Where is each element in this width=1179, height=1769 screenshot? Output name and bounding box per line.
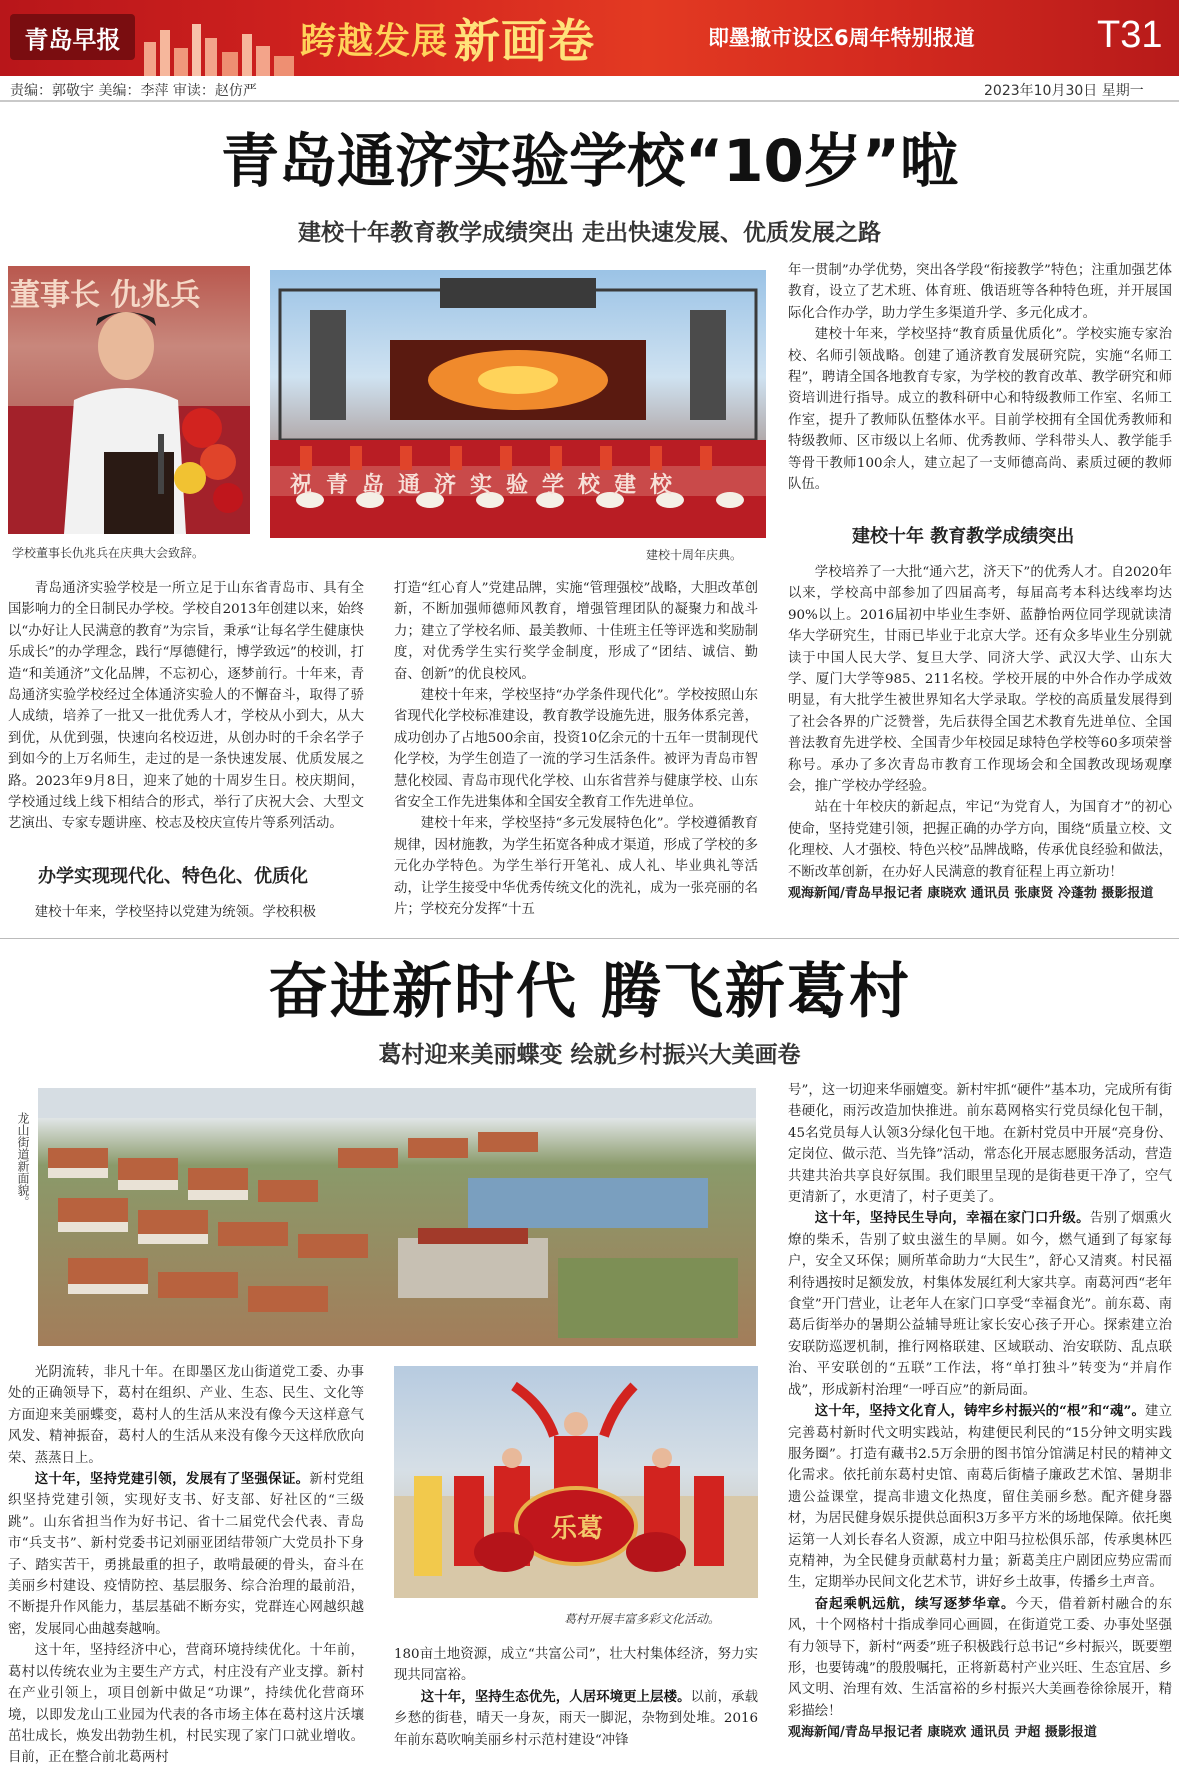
banner-title-a: 跨越发展 xyxy=(300,20,449,62)
article1-paragraph: 建校十年来，学校坚持以党建为统领。学校积极 xyxy=(34,905,316,920)
article2-column3 xyxy=(788,1080,1172,1754)
banner-title xyxy=(300,12,596,68)
drum-text: 乐葛 xyxy=(550,1514,603,1544)
page-number: T31 xyxy=(1097,14,1163,56)
article2-column2 xyxy=(394,1644,758,1754)
article1-paragraph: 年一贯制”办学优势，突出各学段“衔接教学”特色；注重加强艺体教育，设立了艺术班、体育班、俄语班等各种特色班，并开展国际化合作办学，助力学生多渠道升学、多元化成才。 xyxy=(788,263,1172,321)
anniversary-stage-photo xyxy=(270,270,766,538)
banner-title-b: 新画卷 xyxy=(454,14,596,68)
article2-paragraph: 180亩土地资源，成立“共富公司”，壮大村集体经济，努力实现共同富裕。 xyxy=(394,1647,758,1684)
issue-date: 2023年10月30日 星期一 xyxy=(984,83,1144,99)
banner-subtitle: 即墨撤市设区6周年特别报道 xyxy=(708,26,975,50)
article2-paragraph: 以前，承载乡愁的街巷，晴天一身灰，雨天一脚泥，杂物到处堆。2016年前东葛吹响美丽乡村示范村建设“冲锋 xyxy=(394,1689,758,1748)
newspaper-logo: 青岛早报 xyxy=(10,14,135,60)
editor-credits: 责编：郭敬宇 美编：李萍 审读：赵仿严 xyxy=(10,83,257,99)
article-divider xyxy=(0,938,1179,939)
article2-lead: 这十年，坚持党建引领，发展有了坚强保证。 xyxy=(34,1471,310,1488)
article2-paragraph: 新村党组织坚持党建引领，实现好支书、好支部、好社区的“三级跳”。山东省担当作为好书记、省十二届党代会代表、青岛市“兵支书”、新村党委书记刘丽亚团结带领广大党员扑下身子、踏实苦干，勇挑最重的担子，敢啃最硬的骨头，奋斗在美丽乡村建设、疫情防控、基层服务、综合治理的最前沿，不断提升作风能力，基层基础不断夯实，党群连心网越织越密，发展同心曲越奏越响。 xyxy=(8,1472,365,1637)
village-aerial-photo xyxy=(38,1088,756,1346)
article1-paragraph: 打造“红心育人”党建品牌，实施“管理强校”战略，大胆改革创新，不断加强师德师风教育，增强管理团队的凝聚力和战斗力；建立了学校名师、最美教师、十佳班主任等评选和奖励制度，对优秀学生实行奖学金制度，形成了“团结、诚信、勤奋、创新”的优良校风。 xyxy=(394,581,758,682)
article2-subhead: 葛村迎来美丽蝶变 绘就乡村振兴大美画卷 xyxy=(378,1042,801,1068)
article2-paragraph: 这十年，坚持经济中心，营商环境持续优化。十年前，葛村以传统农业为主要生产方式，村庄没有产业支撑。新村在产业引领上，项目创新中做足“功课”，持续优化营商环境，以即发龙山工业园为代表的各市场主体在葛村这片沃壤茁壮成长，焕发出勃勃生机，村民实现了家门口就业增收。目前，正在整合前北葛两村 xyxy=(8,1643,364,1766)
article2-paragraph: 告别了烟熏火燎的柴禾，告别了蚊虫滋生的旱厕。如今，燃气通到了每家每户，安全又环保；厕所革命助力“大民生”，舒心又清爽。村民福利待遇按时足额发放，村集体发展红利大家共享。南葛河西“老年食堂”开门营业，让老年人在家门口享受“幸福食光”。前东葛、南葛后街举办的暑期公益辅导班让家长安心孩子开心。探索建立治安联防巡逻机制，推行网格联建、区域联动、治安联防、乱点联治、平安联创的“五联”工作法，将“单打独斗”转变为“并肩作战”，形成新村治理“一呼百应”的新局面。 xyxy=(788,1211,1173,1398)
article2-lead: 这十年，坚持生态优先，人居环境更上层楼。 xyxy=(420,1688,691,1705)
article1-paragraph: 建校十年来，学校坚持“办学条件现代化”。学校按照山东省现代化学校标准建设，教育教学设施先进，服务体系完善，成功创办了占地500余亩，投资10亿余元的十五年一贯制现代化学校，为学生创造了一流的学习生活条件。被评为青岛市智慧化校园、青岛市现代化学校、山东省营养与健康学校、山东省安全工作先进集体和全国安全教育工作先进单位。 xyxy=(394,688,758,811)
article1-byline: 观海新闻/青岛早报记者 康晓欢 通讯员 张康贤 冷蓬勃 摄影报道 xyxy=(788,886,1154,902)
article2-paragraph: 光阴流转，非凡十年。在即墨区龙山街道党工委、办事处的正确领导下，葛村在组织、产业、生态、民生、文化等方面迎来美丽蝶变，葛村人的生活从来没有像今天这样意气风发、精神振奋，葛村人的生活从来没有像今天这样欣欣向荣、蒸蒸日上。 xyxy=(8,1365,364,1466)
article2-lead: 奋起乘帆远航，续写逐梦华章。 xyxy=(814,1595,1016,1612)
article1-column1-top xyxy=(8,578,364,836)
chairman-photo-caption: 学校董事长仇兆兵在庆典大会致辞。 xyxy=(12,546,205,560)
article2-column1 xyxy=(8,1362,365,1766)
drum-performance-photo xyxy=(394,1366,758,1598)
article2-paragraph: 今天，借着新村融合的东风，十个网格村十指成拳同心画圆，在街道党工委、办事处坚强有力领导下，新村“两委”班子积极践行总书记“乡村振兴，既要塑形，也要铸魂”的殷殷嘱托，正将新葛村产业兴旺、生态宜居、乡风文明、治理有效、生活富裕的乡村振兴大美画卷徐徐展开，精彩描绘！ xyxy=(788,1596,1173,1719)
article2-paragraph: 号”，这一切迎来华丽嬗变。新村牢抓“硬件”基本功，完成所有街巷硬化，雨污改造加快推进。前东葛网格实行党员绿化包干制，45名党员每人认领3分绿化包干地。在新村党员中开展“亮身份、定岗位、做示范、当先锋”活动，常态化开展志愿服务活动，营造共建共治共享良好氛围。我们眼里呈现的是街巷更干净了，空气更清新了，水更清了，村子更美了。 xyxy=(788,1083,1172,1206)
skyline-illustration xyxy=(140,18,300,76)
article1-subhead: 建校十年教育教学成绩突出 走出快速发展、优质发展之路 xyxy=(297,220,881,246)
article1-headline: 青岛通济实验学校“10岁”啦 xyxy=(221,127,958,195)
article2-paragraph: 建立完善葛村新时代文明实践站，构建便民利民的“15分钟文明实践服务圈”。打造有藏书2.5万余册的图书馆分馆满足村民的精神文化需求。依托前东葛村史馆、南葛后街樯子廉政艺术馆、暑期非遗公益课堂，提高非遗文化热度，留住美丽乡愁。配齐健身器材，为居民健身娱乐提供总面积3万多平方米的场地保障。依托奥运第一人刘长春名人资源，成立中阳马拉松俱乐部，传承奥林匹克精神，为全民健身贡献葛村力量；新葛美庄户剧团应势应需而生，定期举办民间文化艺术节，讲好乡土故事，传播乡土声音。 xyxy=(788,1404,1172,1591)
article1-paragraph: 建校十年来，学校坚持“教育质量优质化”。学校实施专家治校、名师引领战略。创建了通济教育发展研究院，实施“名师工程”，聘请全国各地教育专家，为学校的教育改革、教学研究和师资培训进行指导。成立的教科研中心和特级教师工作室、名师工作室，提升了教师队伍整体水平。目前学校拥有全国优秀教师和特级教师、区市级以上名师、优秀教师、学科带头人、教学能手等骨干教师100余人，建立起了一支师德高尚、素质过硬的教师队伍。 xyxy=(788,327,1172,493)
stage-banner-text: 祝青岛通济实验学校建校 xyxy=(290,472,687,498)
article1-section-heading: 办学实现现代化、特色化、优质化 xyxy=(38,866,308,887)
article1-paragraph: 学校培养了一大批“通六艺，济天下”的优秀人才。自2020年以来，学校高中部参加了四届高考，每届高考本科达线率均达90%以上。2016届初中毕业生李妍、蓝静怡两位同学现就读清华大学研究生，甘雨已毕业于北京大学。还有众多毕业生分别就读于中国人民大学、复旦大学、同济大学、武汉大学、山东大学、厦门大学等985、211名校。学校开展的中外合作办学成效明显，有大批学生被世界知名大学录取。学校的高质量发展得到了社会各界的广泛赞誉，先后获得全国艺术教育先进单位、全国普法教育先进学校、全国青少年校园足球特色学校等60多项荣誉称号。承办了多次青岛市教育工作现场会和全国教改现场观摩会，推广学校办学经验。 xyxy=(788,565,1172,795)
article2-headline: 奋进新时代 腾飞新葛村 xyxy=(268,957,911,1027)
aerial-photo-caption: 龙山街道新面貌。 xyxy=(16,1112,30,1208)
article1-column3-bottom xyxy=(788,562,1172,930)
masthead-divider xyxy=(0,100,1179,102)
article1-paragraph: 建校十年来，学校坚持“多元发展特色化”。学校遵循教育规律，因材施教，为学生拓宽各种成才渠道，形成了学校的多元化办学特色。为学生举行开笔礼、成人礼、毕业典礼等活动，让学生接受中华优秀传统文化的洗礼，成为一张亮丽的名片；学校充分发挥“十五 xyxy=(394,816,758,918)
article2-lead: 这十年，坚持文化育人，铸牢乡村振兴的“根”和“魂”。 xyxy=(814,1403,1146,1420)
village-illustration xyxy=(38,1088,756,1346)
article2-lead: 这十年，坚持民生导向，幸福在家门口升级。 xyxy=(814,1210,1090,1227)
article1-column2 xyxy=(394,578,758,928)
article2-byline: 观海新闻/青岛早报记者 康晓欢 通讯员 尹超 摄影报道 xyxy=(788,1725,1097,1741)
article1-column1-bottom xyxy=(8,902,364,926)
article1-column3-top xyxy=(788,260,1172,504)
drum-photo-caption: 葛村开展丰富多彩文化活动。 xyxy=(564,1612,721,1626)
chairman-photo-overlay: 董事长 仇兆兵 xyxy=(10,278,201,313)
article1-paragraph: 站在十年校庆的新起点，牢记“为党育人，为国育才”的初心使命，坚持党建引领，把握正确的办学方向，围绕“质量立校、文化理校、人才强校、特色兴校”品牌战略，传承优良经验和做法，不断改革创新，在办好人民满意的教育征程上再立新功！ xyxy=(788,800,1172,880)
drum-illustration xyxy=(394,1366,758,1598)
stage-photo-caption: 建校十周年庆典。 xyxy=(646,548,743,562)
article1-paragraph: 青岛通济实验学校是一所立足于山东省青岛市、具有全国影响力的全日制民办学校。学校自2013年创建以来，始终以“办好让人民满意的教育”为宗旨，秉承“让每名学生健康快乐成长”的办学理念，践行“厚德健行，博学致远”的校训，打造“和美通济”文化品牌，不忘初心，逐梦前行。十年来，青岛通济实验学校经过全体通济实验人的不懈奋斗，取得了骄人成绩，培养了一批又一批优秀人才，学校从小到大，从大到优，从优到强，快速向名校迈进，从创办时的千余名学子到如今的上万名师生，走过的是一条快速发展、优质发展之路。2023年9月8日，迎来了她的十周岁生日。校庆期间，学校通过线上线下相结合的形式，举行了庆祝大会、大型文艺演出、专家专题讲座、校志及校庆宣传片等系列活动。 xyxy=(8,581,364,832)
article1-section-heading-2: 建校十年 教育教学成绩突出 xyxy=(852,526,1075,547)
